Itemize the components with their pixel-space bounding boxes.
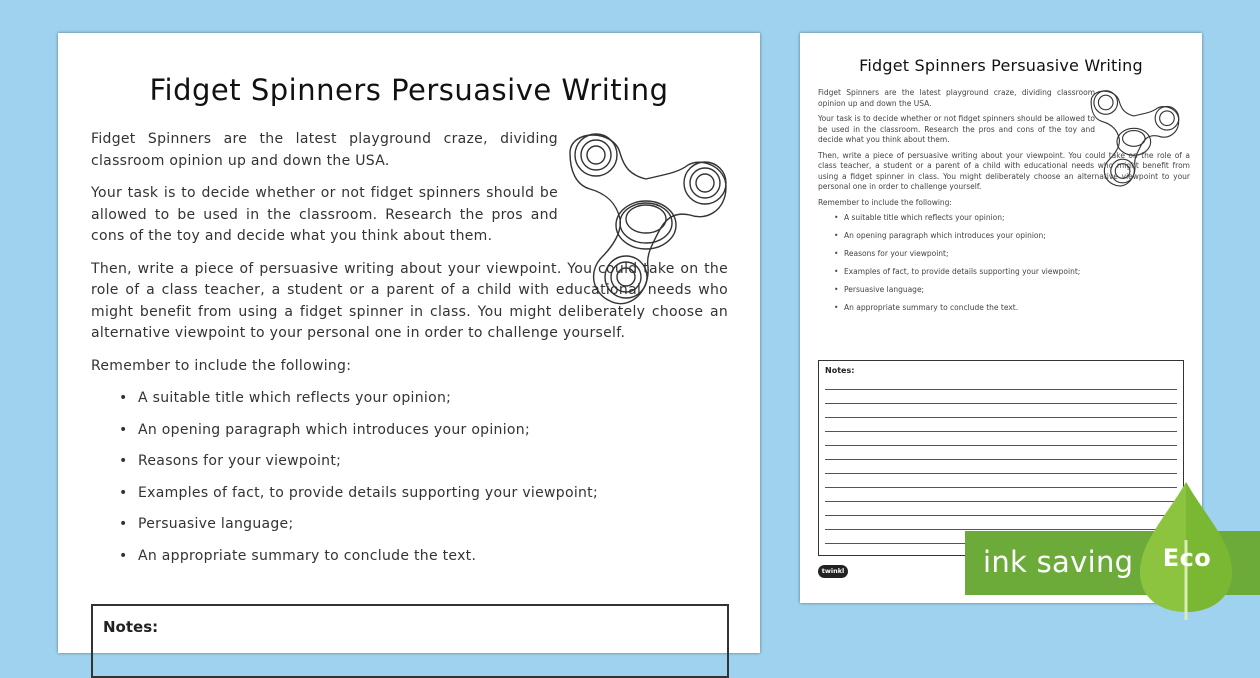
list-item: • A suitable title which reflects your opinion;	[834, 213, 1190, 224]
note-line	[825, 389, 1177, 390]
note-line	[825, 487, 1177, 488]
checklist	[818, 213, 1190, 314]
note-line	[825, 459, 1177, 460]
twinkl-logo: twinkl	[818, 565, 848, 578]
note-line	[825, 515, 1177, 516]
ink-saving-text: ink saving	[983, 545, 1134, 579]
checklist	[91, 388, 728, 567]
list-item: • An opening paragraph which introduces your opinion;	[119, 420, 728, 442]
list-item: • A suitable title which reflects your opinion;	[119, 388, 728, 410]
worksheet-body	[91, 129, 728, 577]
instructions-paragraph: Then, write a piece of persuasive writing about your viewpoint. You could take on the role of a class teacher, a student or a parent of a child with educational needs who might benefit from using a fidget spinner in class. You might deliberately choose an alternative viewpoint to your personal one in order to challenge yourself.	[818, 150, 1190, 191]
notes-label: Notes:	[103, 618, 159, 636]
notes-box[interactable]	[91, 604, 729, 678]
intro-paragraph: Fidget Spinners are the latest playground craze, dividing classroom opinion up and down the USA.	[818, 88, 1095, 108]
notes-label: Notes:	[825, 366, 855, 375]
preview-body	[818, 88, 1190, 321]
remember-line: Remember to include the following:	[818, 197, 952, 207]
list-item: • Examples of fact, to provide details supporting your viewpoint;	[119, 483, 728, 505]
list-item: • An appropriate summary to conclude the text.	[834, 303, 1190, 314]
task-paragraph: Your task is to decide whether or not fidget spinners should be allowed to be used in the classroom. Research the pros and cons of the toy and decide what you think about them.	[818, 114, 1095, 144]
note-line	[825, 529, 1177, 530]
note-line	[825, 417, 1177, 418]
list-item: • Reasons for your viewpoint;	[834, 249, 1190, 260]
note-line	[825, 501, 1177, 502]
list-item: • Persuasive language;	[119, 514, 728, 536]
list-item: • Persuasive language;	[834, 285, 1190, 296]
note-line	[825, 403, 1177, 404]
preview-title: Fidget Spinners Persuasive Writing	[859, 56, 1143, 75]
task-paragraph: Your task is to decide whether or not fidget spinners should be allowed to be used in the classroom. Research the pros and cons of the toy and decide what you think about them.	[91, 185, 558, 244]
instructions-paragraph: Then, write a piece of persuasive writing about your viewpoint. You could take on the role of a class teacher, a student or a parent of a child with educational needs who might benefit from using a fidget spinner in class. You might deliberately choose an alternative viewpoint to your personal one in order to challenge yourself.	[91, 260, 728, 341]
list-item: • An opening paragraph which introduces your opinion;	[834, 231, 1190, 242]
eco-label: Eco	[1162, 544, 1212, 572]
note-line	[825, 431, 1177, 432]
intro-paragraph: Fidget Spinners are the latest playground craze, dividing classroom opinion up and down the USA.	[91, 131, 558, 169]
list-item: • An appropriate summary to conclude the text.	[119, 546, 728, 568]
list-item: • Reasons for your viewpoint;	[119, 451, 728, 473]
note-line	[825, 445, 1177, 446]
page-title: Fidget Spinners Persuasive Writing	[149, 73, 669, 107]
note-line	[825, 473, 1177, 474]
worksheet-page-large	[58, 33, 760, 653]
list-item: • Examples of fact, to provide details supporting your viewpoint;	[834, 267, 1190, 278]
notes-box[interactable]	[818, 360, 1184, 556]
remember-line: Remember to include the following:	[91, 357, 352, 374]
